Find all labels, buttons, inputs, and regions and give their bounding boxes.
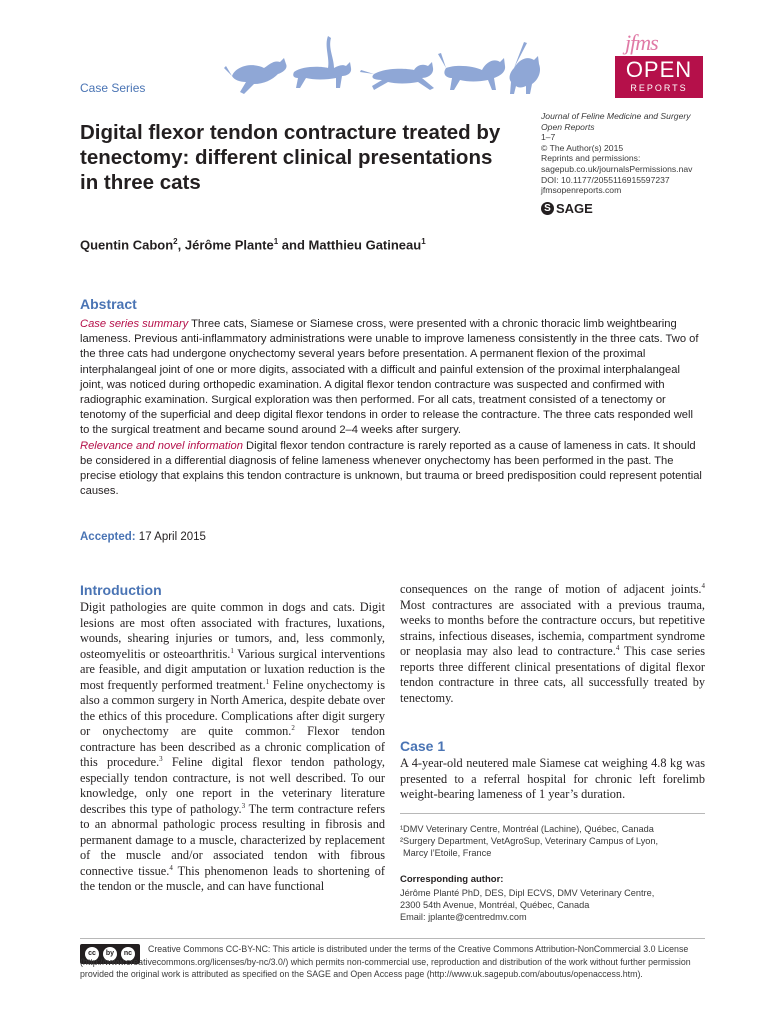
paragraph-text-run: Various surgical interventions are feasible, and digit amputation or luxation reduction is the most frequently performed treatment. (80, 646, 385, 692)
journal-series: Open Reports (541, 121, 595, 132)
introduction-column-2 (400, 582, 705, 706)
affiliation-2: ²Surgery Department, VetAgroSup, Veterinary Campus of Lyon, (400, 836, 659, 846)
accepted-label: Accepted: (80, 531, 136, 543)
journal-name: Journal of Feline Medicine and Surgery (541, 111, 691, 121)
accepted-date (80, 531, 206, 543)
paragraph-text-run: Feline onychectomy is also a common surgery in North America, despite debate over the ethics of this procedure. Complications after digit surgery or onychectomy are quite common. (80, 677, 385, 738)
author-name: Jérôme Plante (184, 237, 274, 253)
corresponding-author-name: Jérôme Planté PhD, DES, Dipl ECVS, DMV Veterinary Centre, (400, 888, 655, 898)
cat-silhouette-5 (510, 42, 540, 94)
reference-marker[interactable]: 2 (291, 723, 295, 732)
case-1-text: A 4-year-old neutered male Siamese cat weighing 4.8 kg was presented to a referral hospital for chronic left forelimb weight-bearing lameness of 1 year’s duration. (400, 756, 705, 801)
cat-silhouette-1 (224, 58, 287, 94)
logo-jfms-text: jfms (625, 30, 658, 55)
corresponding-author-email[interactable]: Email: jplante@centredmv.com (400, 912, 527, 922)
paragraph-text-run: Feline digital flexor tendon pathology, especially tendon contracture, is not well described. To our knowledge, only one report in the veterinary literature describes this type of pathology. (80, 755, 385, 816)
abstract-body (80, 317, 704, 499)
case-1-heading: Case 1 (400, 738, 446, 754)
reference-marker[interactable]: 1 (230, 646, 234, 655)
author-affiliation-marker: 1 (421, 237, 426, 246)
copyright: © The Author(s) 2015 (541, 142, 624, 153)
reference-marker[interactable]: 4 (615, 643, 620, 652)
sage-logo (541, 201, 593, 216)
case-series-summary-text: Three cats, Siamese or Siamese cross, were presented with a chronic thoracic limb weightbearing lameness. Previous anti-inflammatory administrations were unable to improve lameness consistently in the three cats. Two of the three cats had undergone onychectomy several years before presentation. A permanent flexion of the proximal interphalangeal joint of one or more digits, associated with a difficult and painful extension of the proximal interphalangeal joint, was noticed during orthopedic examination. A digital flexor tendon contracture was suspected and confirmed with radiographic examination. Surgical exploration was then performed. For all cats, treatment consisted of a tenectomy or tenotomy of the superficial and deep digital flexor tendons in order to release the contracture. The three cats responded well to the surgical treatment and became sound around 2–4 weeks after surgery. (80, 318, 699, 437)
affiliation-1: ¹DMV Veterinary Centre, Montréal (Lachine), Québec, Canada (400, 824, 654, 834)
paragraph-text-run: Digit pathologies are quite common in dogs and cats. Digit lesions are most often associated with fractures, luxations, wounds, shearing injuries or tumors, and, less commonly, osteomyelitis or osteoarthritis. (80, 600, 385, 661)
accepted-value: 17 April 2015 (135, 531, 206, 543)
introduction-heading: Introduction (80, 582, 162, 598)
author-affiliation-marker: 1 (273, 237, 279, 246)
reference-marker[interactable]: 1 (265, 677, 270, 686)
abstract-heading: Abstract (80, 296, 137, 312)
reference-marker[interactable]: 3 (159, 754, 163, 763)
by-icon: by (103, 947, 117, 961)
journal-logo (615, 30, 703, 102)
doi[interactable]: DOI: 10.1177/2055116915597237 (541, 174, 670, 185)
journal-site-link[interactable]: jfmsopenreports.com (541, 185, 622, 196)
cc-icon: cc (85, 947, 99, 961)
relevance-label: Relevance and novel information (80, 439, 243, 452)
paragraph-text-run: consequences on the range of motion of adjacent joints. (400, 582, 702, 596)
journal-info (541, 111, 741, 196)
author-affiliation-marker: 2 (173, 237, 178, 246)
author-separator: and (278, 237, 309, 253)
article-title: Digital flexor tendon contracture treated by tenectomy: different clinical presentations in three cats (80, 121, 501, 194)
author-list (80, 237, 426, 252)
paragraph-text-run: Most contractures are associated with a previous trauma, weeks to months before the contracture occurs, but repetitive strains, infectious diseases, ischemia, compartment syndrome or neoplasia may also lead to contracture. (400, 597, 705, 658)
corresponding-author-address: 2300 54th Avenue, Montréal, Québec, Canada (400, 900, 590, 910)
sage-logo-text: SAGE (556, 201, 593, 216)
author-name: Matthieu Gatineau (308, 237, 422, 253)
paragraph-text-run: This phenomenon leads to shortening of the tendon or the muscle, and can have functional (80, 863, 385, 893)
logo-reports-text: REPORTS (630, 83, 688, 93)
author-name: Quentin Cabon (80, 237, 174, 253)
affiliations (400, 823, 710, 859)
reprints-link[interactable]: sagepub.co.uk/journalsPermissions.nav (541, 163, 693, 174)
reprints-label: Reprints and permissions: (541, 153, 641, 164)
license-text: Creative Commons CC-BY-NC: This article is distributed under the terms of the Creative Commons Attribution-NonCommercial 3.0 License (http://www.creativecommons.org/licenses/by-nc/3.0/) which permits non-commercial use, reproduction and distribution of the work without further permission provided the original work is attributed as specified on the SAGE and Open Access page (http://www.uk.sagepub.com/aboutus/openaccess.htm). (80, 944, 691, 979)
reference-marker[interactable]: 4 (701, 581, 705, 590)
nc-icon: nc (121, 947, 135, 961)
page-range: 1–7 (541, 132, 556, 143)
paragraph-text-run: This case series reports three different clinical presentations of digital flexor tendon contracture in three cats, all successfully treated by tenectomy. (400, 644, 705, 705)
corresponding-author-heading: Corresponding author: (400, 874, 504, 885)
cat-silhouette-4 (438, 53, 505, 90)
introduction-column-1 (80, 600, 385, 895)
footer-divider (80, 938, 705, 939)
section-label: Case Series (80, 81, 146, 95)
affiliation-2-continued: Marcy l’Etoile, France (403, 848, 492, 858)
paragraph-text-run: Flexor tendon contracture has been described as a chronic complication of this procedure. (80, 724, 385, 769)
paragraph-text-run: The term contracture refers to an abnormal pathologic process resulting in fibrosis and permanent damage to a muscle, characterized by replacement of the muscle and/or associated tendon with fibrous connective tissue. (80, 801, 385, 878)
affiliations-divider (400, 813, 705, 814)
sage-logo-icon: S (541, 202, 554, 215)
cat-silhouette-3 (360, 62, 434, 90)
case-series-summary-label: Case series summary (80, 318, 189, 330)
corresponding-author-details (400, 887, 710, 923)
logo-open-text: OPEN (625, 57, 693, 82)
reference-marker[interactable]: 4 (169, 863, 173, 872)
relevance-text: Digital flexor tendon contracture is rarely reported as a cause of lameness in cats. It should be considered in a differential diagnosis of feline lameness whenever onychectomy has been performed in the past. The precise etiology that explains this tendon contracture is unknown, but trauma or breed predisposition could represent potential causes. (80, 439, 702, 498)
cats-banner-illustration (224, 28, 544, 98)
cat-silhouette-2 (293, 36, 351, 88)
logo-open-reports-box (615, 56, 703, 98)
reference-marker[interactable]: 3 (241, 801, 246, 810)
author-separator: , (177, 237, 185, 253)
